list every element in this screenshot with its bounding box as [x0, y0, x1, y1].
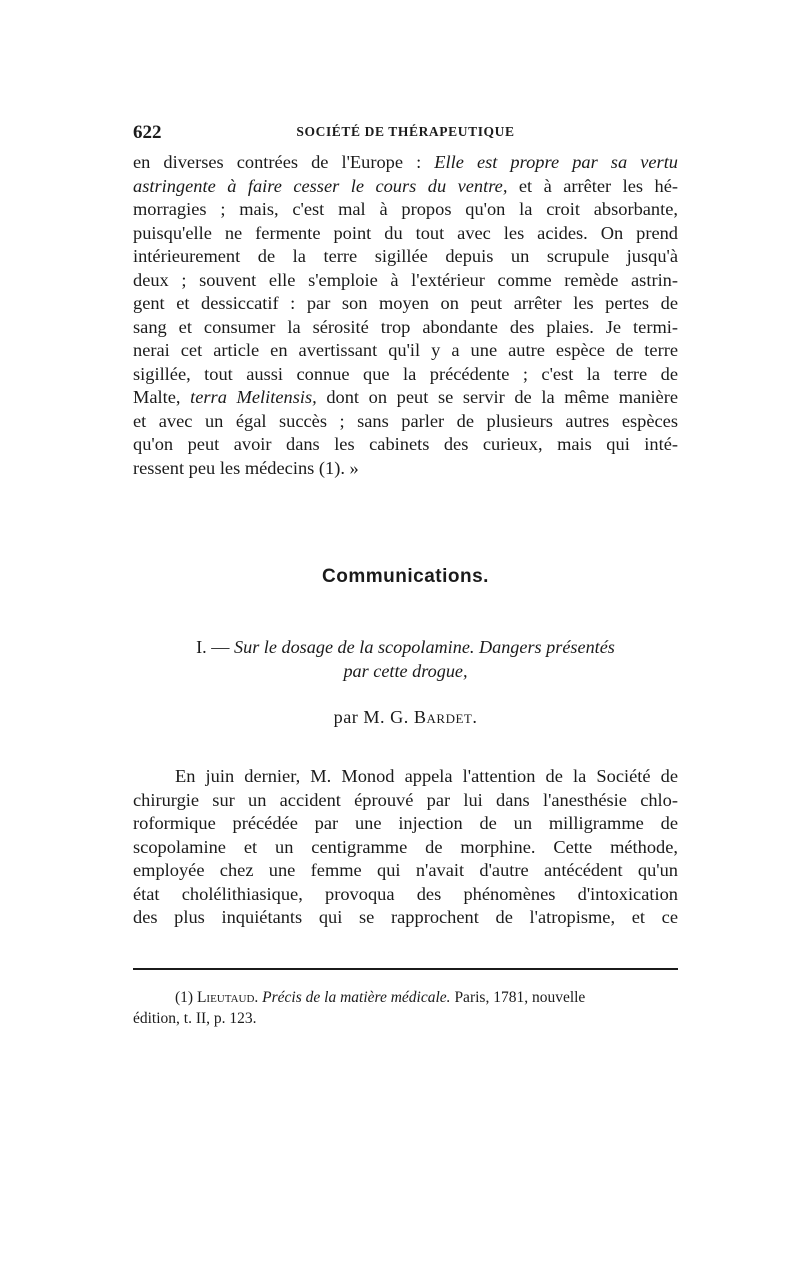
- paragraph-terre-sigillee: [133, 151, 678, 480]
- text-line: puisqu'elle ne fermente point du tout avec les acides. On prend: [133, 222, 678, 243]
- page-number: 622: [133, 122, 162, 143]
- text-line: sang et consumer la sérosité trop abondante des plaies. Je termi-: [133, 316, 678, 337]
- text-line: chirurgie sur un accident éprouvé par lui dans l'anesthésie chlo-: [133, 789, 678, 810]
- paragraph-scopolamine: [133, 765, 678, 930]
- text-line: morragies ; mais, c'est mal à propos qu'on la croit absorbante,: [133, 199, 678, 219]
- text-line: intérieurement de la terre sigillée depuis un scrupule jusqu'à: [133, 246, 678, 266]
- text-line: nerai cet article en avertissant qu'il y a une autre espèce de terre: [133, 340, 678, 360]
- text-line: Malte, terra Melitensis, dont on peut se servir de la même manière: [133, 387, 679, 407]
- text-line: astringente à faire cesser le cours du ventre, et à arrêter les hé-: [133, 175, 678, 196]
- article-title-line: I. — Sur le dosage de la scopolamine. Dangers présentés: [196, 637, 615, 657]
- text-line: roformique précédée par une injection de un milligramme de: [133, 813, 678, 833]
- footnote-line: (1) Lieutaud. Précis de la matière médicale. Paris, 1781, nouvelle: [175, 989, 586, 1006]
- text-line: et avec un égal succès ; sans parler de plusieurs autres espèces: [133, 410, 678, 431]
- article-title: [133, 636, 678, 683]
- author-name: Bardet.: [413, 707, 478, 727]
- text-line: en diverses contrées de l'Europe : Elle est propre par sa vertu: [133, 152, 678, 172]
- footnote: [133, 987, 678, 1029]
- text-line: gent et dessiccatif : par son moyen on peut arrêter les pertes de: [133, 293, 678, 313]
- text-line: des plus inquiétants qui se rapprochent de l'atropisme, et ce: [133, 907, 678, 927]
- text-line: qu'on peut avoir dans les cabinets des curieux, mais qui inté-: [133, 434, 678, 454]
- page-header: [133, 122, 678, 144]
- text-line: employée chez une femme qui n'avait d'autre antécédent qu'un: [133, 860, 678, 880]
- article-title-line: par cette drogue,: [343, 660, 468, 681]
- text-line: ressent peu les médecins (1). »: [133, 457, 359, 478]
- text-line: En juin dernier, M. Monod appela l'attention de la Société de: [175, 766, 678, 786]
- text-line: deux ; souvent elle s'emploie à l'extérieur comme remède astrin-: [133, 269, 678, 290]
- footnote-rule: [133, 968, 678, 970]
- text-line: sigillée, tout aussi connue que la précédente ; c'est la terre de: [133, 363, 678, 384]
- footnote-line: édition, t. II, p. 123.: [133, 1010, 257, 1027]
- text-line: scopolamine et un centigramme de morphine. Cette méthode,: [133, 836, 678, 857]
- text-line: état cholélithiasique, provoqua des phénomènes d'intoxication: [133, 883, 678, 904]
- section-heading: Communications.: [322, 566, 489, 587]
- article-byline: par M. G. Bardet.: [333, 707, 478, 727]
- running-title: SOCIÉTÉ DE THÉRAPEUTIQUE: [296, 124, 515, 139]
